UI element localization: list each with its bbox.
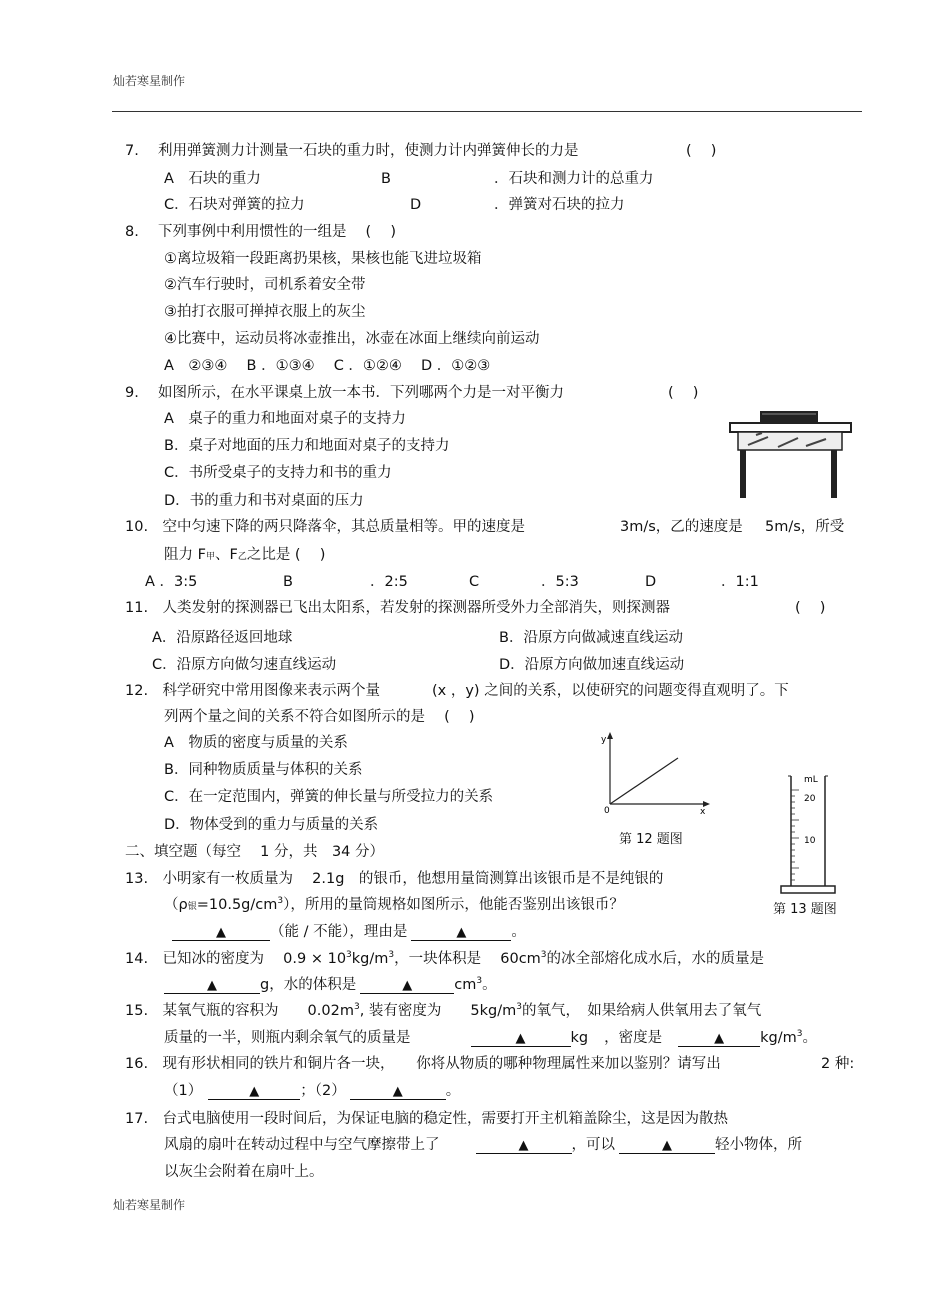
q13-blank-1[interactable]: ▲ [172, 926, 270, 941]
q11-option-d: D．沿原方向做加速直线运动 [499, 657, 685, 673]
q7-option-d: ．弹簧对石块的拉力 [494, 197, 625, 213]
q13-line-2: （ρ银$=10.5g/cm^3$），所用的量筒规格如图所示，他能否鉴别出该银币？ [164, 896, 624, 913]
q7-option-d-letter: D [410, 197, 422, 213]
q11-paren: ( ) [795, 600, 826, 616]
page-header: 灿若寒星制作 [113, 74, 186, 88]
q9-paren: ( ) [668, 385, 699, 401]
q7-stem: 7. 利用弹簧测力计测量一石块的重力时，使测力计内弹簧伸长的力是 [125, 143, 579, 159]
graduated-cylinder-figure [778, 768, 838, 896]
q7-option-a: A 石块的重力 [164, 171, 261, 187]
q17-line-1: 17. 台式电脑使用一段时间后，为保证电脑的稳定性，需要打开主机箱盖除尘，这是因为散热 [125, 1111, 729, 1127]
q11-option-b: B．沿原方向做减速直线运动 [499, 630, 683, 646]
section-2-title: 二、填空题（每空 1 分，共 34 分） [125, 844, 385, 860]
origin-label: 0 [604, 806, 610, 814]
cylinder-mark-10: 10 [804, 836, 816, 846]
q16-line-2: （1） ▲ ；（2） ▲ 。 [164, 1083, 461, 1099]
q11-option-c: C．沿原方向做匀速直线运动 [152, 657, 337, 673]
q11-stem: 11. 人类发射的探测器已飞出太阳系，若发射的探测器所受外力全部消失，则探测器 [125, 600, 671, 616]
q13-blank-2[interactable]: ▲ [411, 926, 511, 941]
q8-stem: 8. 下列事例中利用惯性的一组是 ( ) [125, 224, 396, 240]
q10-stem: 10. 空中匀速下降的两只降落伞，其总质量相等。甲的速度是 [125, 519, 526, 535]
q17-line-2: 风扇的扇叶在转动过程中与空气摩擦带上了 ▲ ，可以 ▲ 轻小物体，所 [164, 1137, 802, 1153]
q8-item: ③拍打衣服可掸掉衣服上的灰尘 [164, 304, 366, 320]
desk-with-book-figure [728, 405, 853, 501]
q10-option-c-letter: C [469, 574, 480, 590]
q12-option: B．同种物质质量与体积的关系 [164, 762, 363, 778]
desk-leg-left [740, 450, 746, 498]
q8-options: A ②③④ B ．①③④ C ．①②④ D ．①②③ [164, 358, 491, 374]
q17-blank-2[interactable]: ▲ [619, 1139, 715, 1154]
q14-line-1: 14. 已知冰的密度为 $0.9 \times 10^3kg/m^3$，一块体积是 $60cm^3$的冰全部熔化成水后，水的质量是 [125, 950, 765, 967]
q10-option-b-letter: B [283, 574, 293, 590]
q15-blank-1[interactable]: ▲ [471, 1032, 571, 1047]
q14-blank-1[interactable]: ▲ [164, 979, 260, 994]
q16-line-1-end: 2 种: [821, 1056, 855, 1072]
cylinder-unit: mL [804, 775, 818, 785]
q10-speed-1: 3m/s，乙的速度是 [620, 519, 743, 535]
q8-item: ①离垃圾箱一段距离扔果核，果核也能飞进垃圾箱 [164, 251, 482, 267]
cylinder-base [781, 886, 835, 893]
q7-option-c: C．石块对弹簧的拉力 [164, 197, 305, 213]
q10-option-a: A ．3:5 [145, 574, 198, 590]
q16-blank-2[interactable]: ▲ [350, 1085, 446, 1100]
q9-option: A 桌子的重力和地面对桌子的支持力 [164, 411, 406, 427]
q12-stem-xy: (x ，y) 之间的关系，以使研究的问题变得直观明了。下 [432, 683, 789, 699]
q7-option-b: ．石块和测力计的总重力 [494, 171, 654, 187]
q7-paren: ( ) [686, 143, 717, 159]
q13-line-3: ▲ （能 / 不能），理由是 ▲ 。 [172, 924, 526, 941]
q7-option-b-letter: B [381, 171, 391, 187]
desk-leg-right [831, 450, 837, 498]
q13-figure-caption: 第 13 题图 [773, 902, 837, 917]
q10-option-c: ．5:3 [541, 574, 579, 590]
q15-line-2: 质量的一半，则瓶内剩余氧气的质量是 ▲ kg ，密度是 ▲ $kg/m^3$。 [164, 1029, 817, 1046]
q12-option: D．物体受到的重力与质量的关系 [164, 817, 379, 833]
q10-option-b: ．2:5 [370, 574, 408, 590]
q12-option: A 物质的密度与质量的关系 [164, 735, 348, 751]
y-axis-label: y [601, 735, 607, 745]
q10-line-2: 阻力 F甲、F乙之比是 ( ) [164, 547, 326, 563]
graph-line [610, 758, 678, 804]
desk-top [730, 423, 851, 432]
q10-option-d-letter: D [645, 574, 657, 590]
q17-blank-1[interactable]: ▲ [476, 1139, 572, 1154]
q10-speed-2: 5m/s，所受 [765, 519, 845, 535]
q12-stem-2: 列两个量之间的关系不符合如图所示的是 ( ) [164, 709, 475, 725]
book-shape [760, 411, 818, 423]
cylinder-mark-20: 20 [804, 794, 816, 804]
q9-option: C．书所受桌子的支持力和书的重力 [164, 465, 392, 481]
q14-line-2: ▲ g，水的体积是 ▲ $cm^3$。 [164, 977, 497, 994]
page-footer: 灿若寒星制作 [113, 1198, 186, 1212]
x-axis-label: x [700, 807, 706, 814]
q12-figure-caption: 第 12 题图 [619, 832, 683, 847]
q9-stem: 9. 如图所示，在水平课桌上放一本书．下列哪两个力是一对平衡力 [125, 385, 564, 401]
q16-line-1: 16. 现有形状相同的铁片和铜片各一块， 你将从物质的哪种物理属性来加以鉴别？请写出 [125, 1056, 721, 1072]
q12-option: C．在一定范围内，弹簧的伸长量与所受拉力的关系 [164, 789, 494, 805]
q9-option: D．书的重力和书对桌面的压力 [164, 493, 364, 509]
q9-option: B．桌子对地面的压力和地面对桌子的支持力 [164, 438, 450, 454]
q13-stem: 13. 小明家有一枚质量为 2.1g 的银币，他想用量筒测算出该银币是不是纯银的 [125, 871, 664, 887]
linear-graph-figure [598, 730, 714, 814]
q11-option-a: A．沿原路径返回地球 [152, 630, 293, 646]
q16-blank-1[interactable]: ▲ [208, 1085, 300, 1100]
q15-line-1: 15. 某氧气瓶的容积为 $0.02m^3$, 装有密度为 $5kg/m^3$的氧气， 如果给病人供氧用去了氧气 [125, 1002, 762, 1019]
q10-option-d: ．1:1 [721, 574, 759, 590]
q12-stem: 12. 科学研究中常用图像来表示两个量 [125, 683, 381, 699]
q17-line-3: 以灰尘会附着在扇叶上。 [164, 1164, 324, 1180]
q8-item: ②汽车行驶时，司机系着安全带 [164, 277, 366, 293]
header-divider [112, 111, 862, 112]
q15-blank-2[interactable]: ▲ [678, 1032, 760, 1047]
q14-blank-2[interactable]: ▲ [360, 979, 454, 994]
q8-item: ④比赛中，运动员将冰壶推出，冰壶在冰面上继续向前运动 [164, 331, 540, 347]
cylinder-scale [791, 790, 799, 880]
